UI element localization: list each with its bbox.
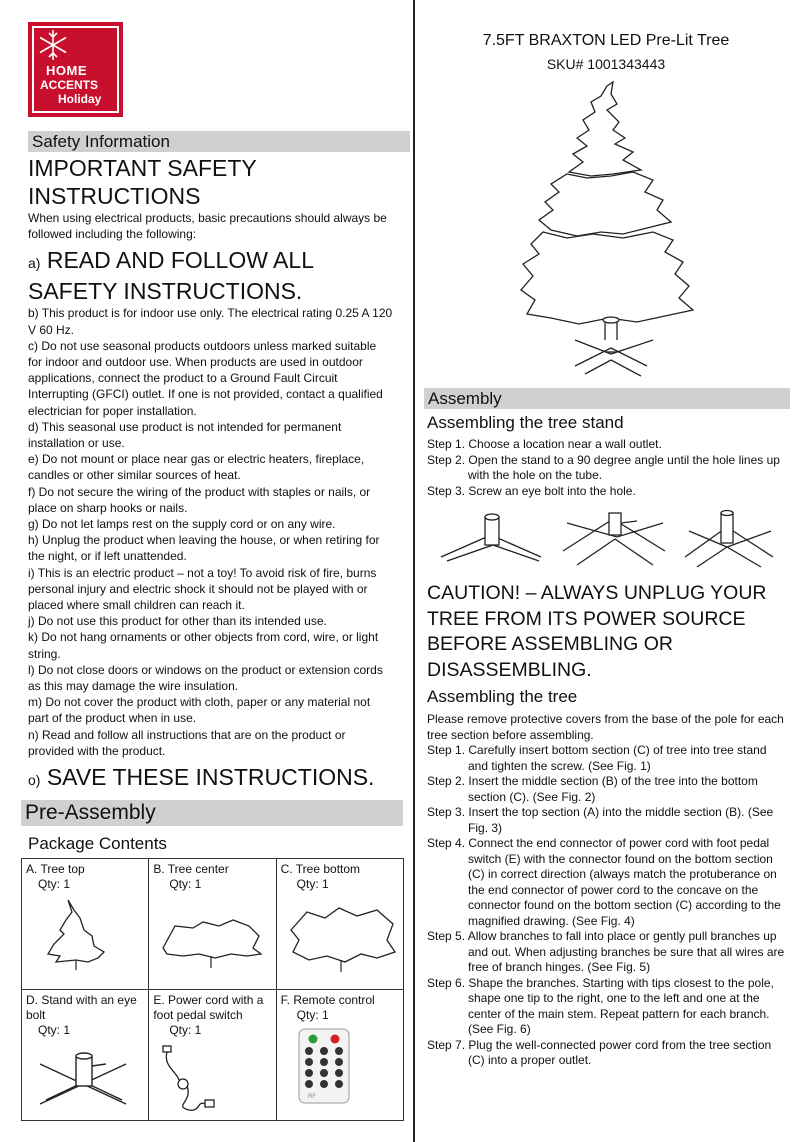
part-letter: A. (26, 862, 38, 877)
part-cell-e (149, 990, 276, 1121)
part-name: Tree top (40, 862, 85, 877)
part-qty: Qty: 1 (38, 877, 71, 892)
part-letter: E. (153, 993, 165, 1008)
safety-item: h) Unplug the product when leaving the house, or when retiring for the night, or if left unattended. (28, 533, 380, 564)
package-contents-heading: Package Contents (28, 834, 167, 854)
remote-red-button (330, 1035, 339, 1044)
safety-item: n) Read and follow all instructions that are on the product or provided with the product. (28, 727, 346, 758)
safety-heading: IMPORTANT SAFETY INSTRUCTIONS (28, 155, 257, 209)
part-qty: Qty: 1 (169, 877, 202, 892)
stand-step: Step 1. Choose a location near a wall outlet. (427, 437, 662, 451)
safety-item-a (28, 246, 393, 305)
logo-text-holiday: Holiday (58, 92, 102, 106)
snowflake-icon (36, 28, 70, 62)
part-cell-b (149, 859, 276, 990)
tree-step: Step 3. Insert the top section (A) into the middle section (B). (See Fig. 3) (427, 805, 774, 835)
safety-item: c) Do not use seasonal products outdoors unless marked suitable for indoor and outdoor use. When products are used in outdoor applications, connect the product to a Ground Fault Circuit Interrupting (GFCI) outlet. If one is not provided, contact a qualified electrician for poper installation. (28, 338, 383, 418)
stand-step: Step 2. Open the stand to a 90 degree angle until the hole lines up with the hole on the tube. (427, 452, 780, 482)
safety-item: g) Do not let lamps rest on the supply cord or on any wire. (28, 517, 336, 532)
tree-step: Step 2. Insert the middle section (B) of the tree into the bottom section (C). (See Fig. 2) (427, 774, 758, 804)
stand-heading: Assembling the tree stand (427, 413, 624, 432)
left-column (25, 22, 393, 1121)
logo-text-accents: ACCENTS (40, 78, 99, 92)
product-sku: SKU# 1001343443 (546, 56, 666, 72)
tree-illustration (427, 78, 785, 378)
item-o-text: SAVE THESE INSTRUCTIONS. (46, 764, 375, 791)
safety-intro: When using electrical products, basic precautions should always be followed including the following: (28, 211, 387, 242)
item-o-prefix: o) (28, 772, 41, 789)
safety-item-o (28, 763, 393, 794)
safety-list (28, 305, 393, 759)
brand-logo (28, 22, 123, 117)
stand-fig-1 (441, 514, 541, 561)
tree-center-image (153, 896, 271, 976)
part-cell-a (22, 859, 149, 990)
power-cord-image (153, 1042, 271, 1116)
safety-item: b) This product is for indoor use only. The electrical rating 0.25 A 120 V 60 Hz. (28, 306, 393, 337)
tree-step: Step 5. Allow branches to fall into place or gently pull branches up and out. When adjusting branches be sure that all wires are free of branch hinges. (See Fig. 5) (427, 929, 785, 975)
item-a-prefix: a) (28, 255, 41, 272)
tree-step: Step 4. Connect the end connector of power cord with foot pedal switch (E) with the connector found on the bottom section (C) in correct direction (always match the protuberance on the end connector of power cord to the concave on the connector found on the bottom section (C) according to the magnified drawing. (See Fig. 4) (427, 836, 781, 928)
logo-text-home: HOME (46, 63, 87, 78)
package-contents-table (21, 858, 404, 1121)
part-letter: C. (280, 862, 293, 877)
part-name: Tree center (167, 862, 229, 877)
remote-green-button (308, 1035, 317, 1044)
tree-bottom-image (281, 896, 399, 976)
part-letter: B. (153, 862, 165, 877)
preassembly-band: Pre-Assembly (21, 800, 403, 826)
item-a-text: READ AND FOLLOW ALL SAFETY INSTRUCTIONS. (28, 247, 314, 305)
right-column (427, 22, 785, 1069)
part-cell-c (276, 859, 403, 990)
part-letter: F. (280, 993, 290, 1008)
part-name: Remote control (293, 993, 375, 1008)
assembly-band: Assembly (424, 388, 790, 409)
tree-assembly-intro: Please remove protective covers from the base of the pole for each tree section before assembling. (427, 712, 784, 743)
safety-band: Safety Information (28, 131, 410, 152)
part-letter: D. (26, 993, 38, 1008)
part-name: Tree bottom (295, 862, 361, 877)
tree-assembly-heading: Assembling the tree (427, 687, 578, 706)
tree-step: Step 7. Plug the well-connected power cord from the tree section (C) into a proper outlet. (427, 1037, 772, 1068)
part-cell-d (22, 990, 149, 1121)
tree-step: Step 1. Carefully insert bottom section (C) of tree into tree stand and tighten the screw. (See Fig. 1) (427, 743, 767, 773)
stand-steps-illustration (427, 507, 785, 573)
caution-warning: CAUTION! – ALWAYS UNPLUG YOUR TREE FROM ITS POWER SOURCE BEFORE ASSEMBLING OR DISASSEMBLING. (427, 582, 767, 681)
product-title: 7.5FT BRAXTON LED Pre-Lit Tree (482, 32, 730, 49)
remote-control-image (281, 1027, 399, 1107)
safety-item: f) Do not secure the wiring of the product with staples or nails, or place on sharp hooks or nails. (28, 484, 371, 515)
safety-item: d) This seasonal use product is not intended for permanent installation or use. (28, 419, 342, 451)
part-name: Power cord with a foot pedal switch (153, 993, 264, 1023)
safety-item: m) Do not cover the product with cloth, paper or any material not part of the product when in use. (28, 695, 371, 726)
safety-item: j) Do not use this product for other than its intended use. (28, 614, 327, 629)
stand-image (26, 1042, 144, 1114)
safety-item: k) Do not hang ornaments or other objects from cord, wire, or light string. (28, 630, 379, 661)
safety-item: i) This is an electric product – not a toy! To avoid risk of fire, burns personal injury and electric shock it should not be played with or placed where small children can reach it. (28, 565, 377, 613)
safety-item: l) Do not close doors or windows on the product or extension cords as this may damage the wire insulation. (28, 662, 383, 694)
part-qty: Qty: 1 (296, 877, 329, 892)
tree-step: Step 6. Shape the branches. Starting with tips closest to the pole, shape one tip to the right, one to the left and one at the center of the main stem. Repeat pattern for each branch. (See Fig. 6) (427, 975, 774, 1037)
part-name: Stand with an eye bolt (26, 993, 137, 1023)
tree-top-image (26, 896, 144, 976)
stand-fig-3 (685, 511, 773, 568)
column-divider (413, 0, 415, 1142)
part-cell-f (276, 990, 403, 1121)
remote-rf-label: RF (307, 1094, 316, 1101)
stand-step: Step 3. Screw an eye bolt into the hole. (427, 483, 636, 498)
stand-fig-2 (563, 513, 665, 565)
safety-item: e) Do not mount or place near gas or electric heaters, fireplace, candles or other similar sources of heat. (28, 452, 365, 483)
part-qty: Qty: 1 (38, 1023, 71, 1038)
part-qty: Qty: 1 (169, 1023, 202, 1038)
part-qty: Qty: 1 (296, 1008, 329, 1023)
